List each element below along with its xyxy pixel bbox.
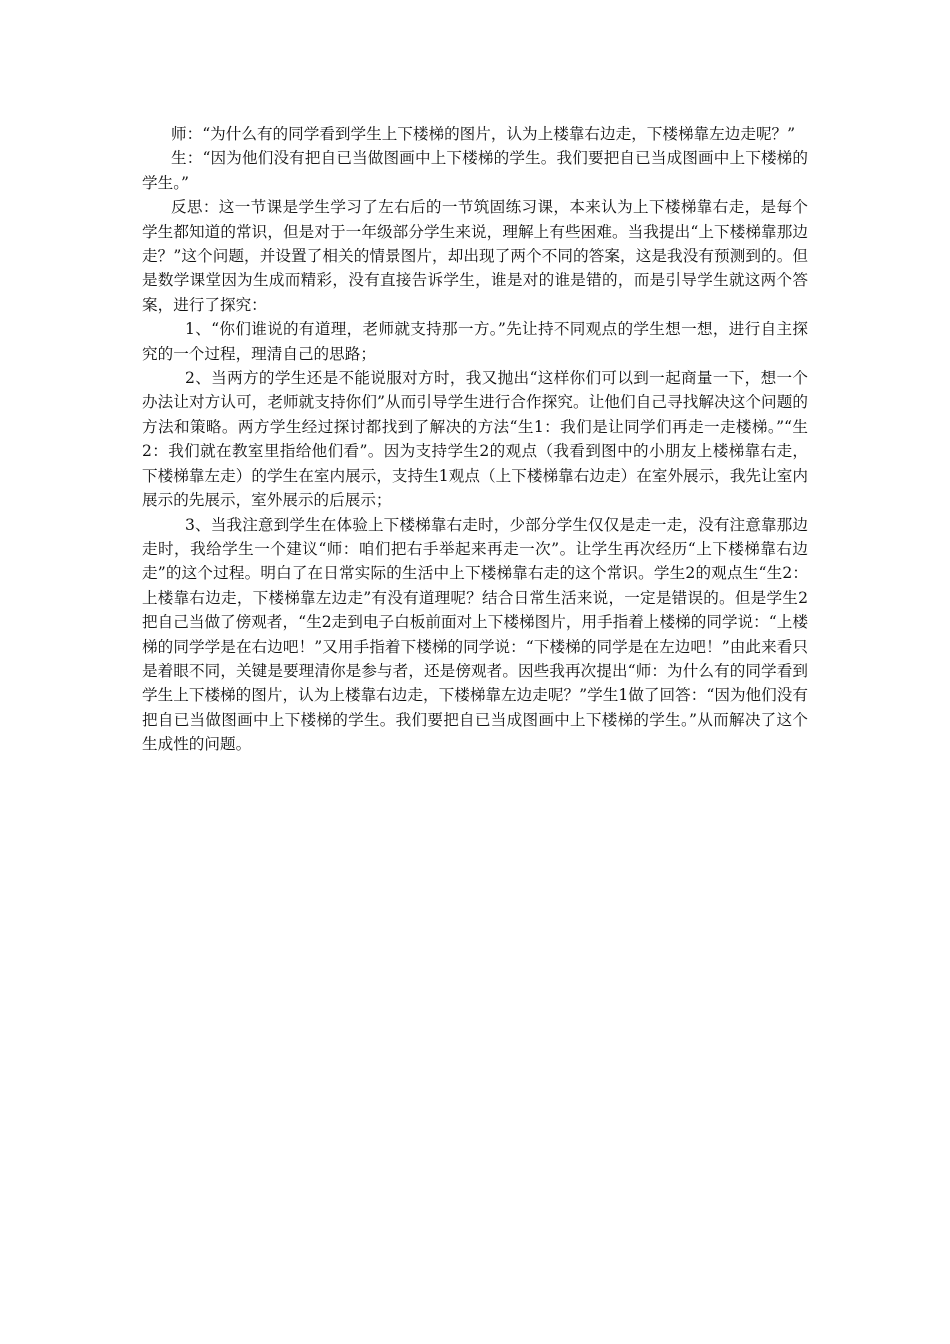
dialogue-teacher-question: 师：“为什么有的同学看到学生上下楼梯的图片，认为上楼靠右边走，下楼梯靠左边走呢？” <box>171 125 796 143</box>
dialogue-student-answer: 生：“因为他们没有把自已当做图画中上下楼梯的学生。我们要把自已当成图画中上下楼梯的学生。” <box>142 149 808 192</box>
reflection-paragraph: 反思：这一节课是学生学习了左右后的一节筑固练习课，本来认为上下楼梯靠右走，是每个学生都知道的常识，但是对于一年级部分学生来说，理解上有些困难。当我提出“上下楼梯靠那边走？”这个问题，并设置了相关的情景图片，却出现了两个不同的答案，这是我没有预测到的。但是数学课堂因为生成而精彩，没有直接告诉学生，谁是对的谁是错的，而是引导学生就这两个答案，进行了探究： <box>142 198 808 314</box>
reflection-point-1: 1、“你们谁说的有道理，老师就支持那一方。”先让持不同观点的学生想一想，进行自主探究的一个过程，理清自己的思路； <box>142 320 808 363</box>
document-body <box>142 122 808 757</box>
reflection-point-2: 2、当两方的学生还是不能说服对方时，我又抛出“这样你们可以到一起商量一下，想一个办法让对方认可，老师就支持你们”从而引导学生进行合作探究。让他们自己寻找解决这个问题的方法和策略。两方学生经过探讨都找到了解决的方法“生1：我们是让同学们再走一走楼梯。”“生2：我们就在教室里指给他们看”。因为支持学生2的观点（我看到图中的小朋友上楼梯靠右走，下楼梯靠左走）的学生在室内展示，支持生1观点（上下楼梯靠右边走）在室外展示，我先让室内展示的先展示，室外展示的后展示； <box>142 369 808 510</box>
reflection-point-3: 3、当我注意到学生在体验上下楼梯靠右走时，少部分学生仅仅是走一走，没有注意靠那边走时，我给学生一个建议“师：咱们把右手举起来再走一次”。让学生再次经历“上下楼梯靠右边走”的这个过程。明白了在日常实际的生活中上下楼梯靠右走的这个常识。学生2的观点生“生2：上楼靠右边走，下楼梯靠左边走”有没有道理呢？结合日常生活来说，一定是错误的。但是学生2把自己当做了傍观者，“生2走到电子白板前面对上下楼梯图片，用手指着上楼梯的同学说：“上楼梯的同学学是在右边吧！”又用手指着下楼梯的同学说：“下楼梯的同学是在左边吧！”由此来看只是着眼不同，关键是要理清你是参与者，还是傍观者。因些我再次提出“师：为什么有的同学看到学生上下楼梯的图片，认为上楼靠右边走，下楼梯靠左边走呢？”学生1做了回答：“因为他们没有把自已当做图画中上下楼梯的学生。我们要把自已当成图画中上下楼梯的学生。”从而解决了这个生成性的问题。 <box>142 515 808 754</box>
